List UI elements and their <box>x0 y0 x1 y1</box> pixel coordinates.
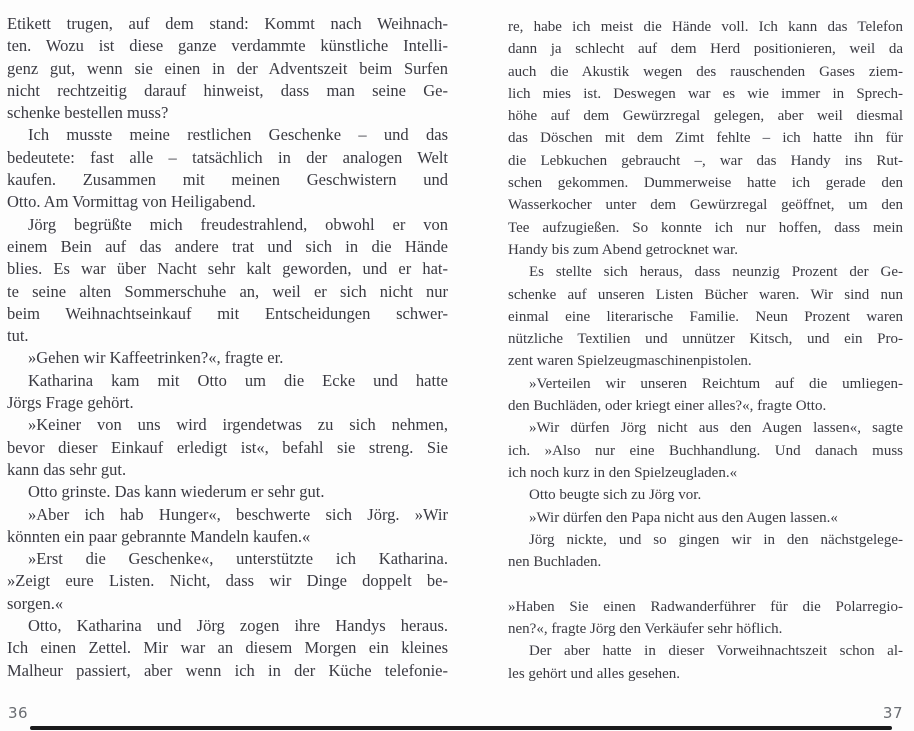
text-line: schenke bestellen muss? <box>7 103 169 123</box>
text-line: genz gut, wenn sie einen in der Adventszeit beim Surfen <box>7 58 448 78</box>
text-line: lich mies ist. Deswegen war es wie immer in Sprech- <box>508 85 903 102</box>
text-line: Ich einen Zettel. Mir war an diesem Morgen ein kleines <box>7 638 448 658</box>
text-line: beim Weihnachtseinkauf mit Entscheidungen schwer- <box>7 303 448 323</box>
text-line: Es stellte sich heraus, dass neunzig Prozent der Ge- <box>529 264 903 281</box>
text-line: ich noch kurz in den Spielzeugladen.« <box>508 464 738 481</box>
text-line: »Verteilen wir unseren Reichtum auf die umliegen- <box>529 375 903 392</box>
text-line: ich. »Also nur eine Buchhandlung. Und danach muss <box>508 442 903 459</box>
text-line: bedeutete: fast alle – tatsächlich in der analogen Welt <box>7 147 448 167</box>
text-line: dann ja schlecht auf dem Herd positionieren, weil da <box>508 41 903 58</box>
text-line: »Zeigt eure Listen. Nicht, dass wir Dinge doppelt be- <box>7 571 448 591</box>
text-line: Otto grinste. Das kann wiederum er sehr gut. <box>28 482 325 502</box>
text-line: Der aber hatte in dieser Vorweihnachtszeit schon al- <box>529 643 903 660</box>
text-line: Handy bis zum Abend getrocknet war. <box>508 241 738 258</box>
text-line: Katharina kam mit Otto um die Ecke und hatte <box>28 370 448 390</box>
text-line: »Erst die Geschenke«, unterstützte ich Katharina. <box>28 549 448 569</box>
text-line: Wasserkocher unter dem Gewürzregal geöffnet, um den <box>508 197 903 214</box>
text-line: den Buchläden, oder kriegt einer alles?«, fragte Otto. <box>508 398 827 415</box>
text-line: tut. <box>7 326 29 346</box>
text-line: könnten ein paar gebrannte Mandeln kaufen.« <box>7 526 311 546</box>
text-line: die Lebkuchen gebraucht –, war das Handy ins Rut- <box>508 152 903 169</box>
text-line: Tee aufzugießen. So konnte ich nur hoffen, dass mein <box>508 219 903 236</box>
text-line: bevor dieser Einkauf erledigt ist«, befahl sie streng. Sie <box>7 437 448 457</box>
text-line: Etikett trugen, auf dem stand: Kommt nach Weihnach- <box>7 14 448 33</box>
text-line: Ich musste meine restlichen Geschenke – und das <box>28 125 448 145</box>
blank-line <box>508 573 903 595</box>
text-line: sorgen.« <box>7 593 64 613</box>
text-line: nützliche Textilien und unnützer Kitsch, und ein Pro- <box>508 331 903 348</box>
text-line: nicht rechtzeitig darauf hinweist, dass man seine Ge- <box>7 80 448 100</box>
text-line: »Keiner von uns wird irgendetwas zu sich nehmen, <box>28 415 448 435</box>
text-line: Otto, Katharina und Jörg zogen ihre Handys heraus. <box>28 616 448 636</box>
text-line: re, habe ich meist die Hände voll. Ich kann das Telefon <box>508 19 903 35</box>
page-left-text <box>7 13 448 682</box>
text-line: »Haben Sie einen Radwanderführer für die Polarregio- <box>508 598 903 615</box>
page-right-text <box>508 16 903 685</box>
text-line: schenke auf unseren Listen Bücher waren. Wir sind nun <box>508 286 903 303</box>
text-line: blies. Es war über Nacht sehr kalt geworden, und er hat- <box>7 259 448 279</box>
text-line: einmal eine literarische Familie. Neun Prozent waren <box>508 308 903 325</box>
text-line: Otto. Am Vormittag von Heiligabend. <box>7 192 256 212</box>
text-line: »Aber ich hab Hunger«, beschwerte sich Jörg. »Wir <box>28 504 448 524</box>
text-line: zent waren Spielzeugmaschinenpistolen. <box>508 353 752 370</box>
progress-bar[interactable] <box>30 726 892 730</box>
text-line: kann das sehr gut. <box>7 459 127 479</box>
text-line: schen gekommen. Dummerweise hatte ich gerade den <box>508 175 903 192</box>
text-line: Jörgs Frage gehört. <box>7 393 134 413</box>
text-line: te seine alten Sommerschuhe an, weil er sich nicht nur <box>7 281 448 301</box>
text-line: Malheur passiert, aber wenn ich in der Küche telefonie- <box>7 660 448 680</box>
text-line: Otto beugte sich zu Jörg vor. <box>529 487 702 504</box>
text-line: Jörg begrüßte mich freudestrahlend, obwohl er von <box>28 214 448 234</box>
text-line: »Wir dürfen den Papa nicht aus den Augen lassen.« <box>529 509 838 526</box>
text-line: auch die Akustik wegen des rauschenden Gases ziem- <box>508 63 903 80</box>
text-line: ten. Wozu ist diese ganze verdammte künstliche Intelli- <box>7 36 448 56</box>
text-line: »Gehen wir Kaffeetrinken?«, fragte er. <box>28 348 284 368</box>
text-line: »Wir dürfen Jörg nicht aus den Augen lassen«, sagte <box>529 420 903 437</box>
text-line: nen?«, fragte Jörg den Verkäufer sehr höflich. <box>508 621 783 638</box>
text-line: Jörg nickte, und so gingen wir in den nächstgelege- <box>529 531 903 548</box>
text-line: höhe auf dem Gewürzregal gelegen, aber weil diesmal <box>508 108 903 125</box>
text-line: nen Buchladen. <box>508 554 602 571</box>
page-number-right: 37 <box>882 704 903 722</box>
text-line: les gehört und alles gesehen. <box>508 665 681 682</box>
text-line: kaufen. Zusammen mit meinen Geschwistern und <box>7 170 448 190</box>
text-line: das Döschen mit dem Zimt fehlte – ich hatte ihn für <box>508 130 903 147</box>
text-line: einem Bein auf das andere trat und sich in die Hände <box>7 236 448 256</box>
page-number-left: 36 <box>8 704 29 722</box>
